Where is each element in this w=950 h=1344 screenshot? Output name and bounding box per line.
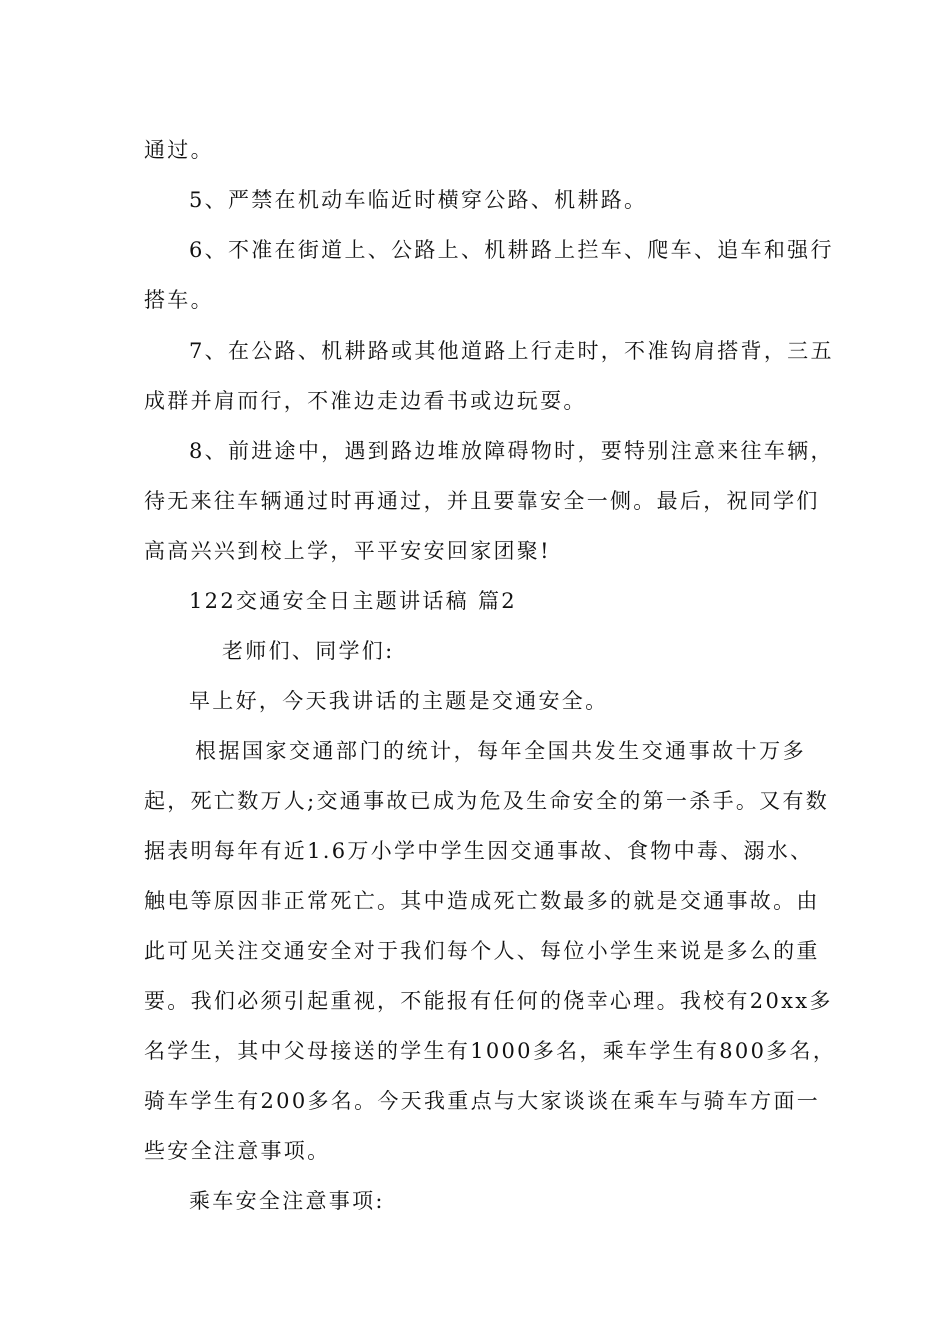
text-line: 此可见关注交通安全对于我们每个人、每位小学生来说是多么的重 bbox=[144, 939, 820, 963]
text-line: 起，死亡数万人;交通事故已成为危及生命安全的第一杀手。又有数 bbox=[144, 789, 830, 813]
salutation: 老师们、同学们: bbox=[222, 639, 395, 663]
text-line: 搭车。 bbox=[144, 288, 214, 312]
text-line: 骑车学生有200多名。今天我重点与大家谈谈在乘车与骑车方面一 bbox=[144, 1089, 821, 1113]
text-line: 名学生，其中父母接送的学生有1000多名，乘车学生有800多名， bbox=[144, 1039, 837, 1063]
text-line: 8、前进途中，遇到路边堆放障碍物时，要特别注意来往车辆， bbox=[189, 439, 834, 463]
text-line: 根据国家交通部门的统计，每年全国共发生交通事故十万多 bbox=[195, 739, 806, 763]
text-line: 7、在公路、机耕路或其他道路上行走时，不准钩肩搭背，三五 bbox=[189, 339, 834, 363]
text-line: 待无来往车辆通过时再通过，并且要靠安全一侧。最后，祝同学们 bbox=[144, 489, 820, 513]
text-line: 通过。 bbox=[144, 138, 214, 162]
text-line: 成群并肩而行，不准边走边看书或边玩耍。 bbox=[144, 389, 587, 413]
subheading: 乘车安全注意事项: bbox=[189, 1189, 385, 1213]
text-line: 要。我们必须引起重视，不能报有任何的侥幸心理。我校有20xx多 bbox=[144, 989, 833, 1013]
text-line: 触电等原因非正常死亡。其中造成死亡数最多的就是交通事故。由 bbox=[144, 889, 820, 913]
section-heading: 122交通安全日主题讲话稿 篇2 bbox=[189, 589, 517, 613]
text-line: 早上好，今天我讲话的主题是交通安全。 bbox=[189, 689, 609, 713]
text-line: 5、严禁在机动车临近时横穿公路、机耕路。 bbox=[189, 188, 648, 212]
text-line: 高高兴兴到校上学，平平安安回家团聚! bbox=[144, 539, 551, 563]
text-line: 些安全注意事项。 bbox=[144, 1139, 331, 1163]
text-line: 据表明每年有近1.6万小学中学生因交通事故、食物中毒、溺水、 bbox=[144, 839, 814, 863]
text-line: 6、不准在街道上、公路上、机耕路上拦车、爬车、追车和强行 bbox=[189, 238, 834, 262]
